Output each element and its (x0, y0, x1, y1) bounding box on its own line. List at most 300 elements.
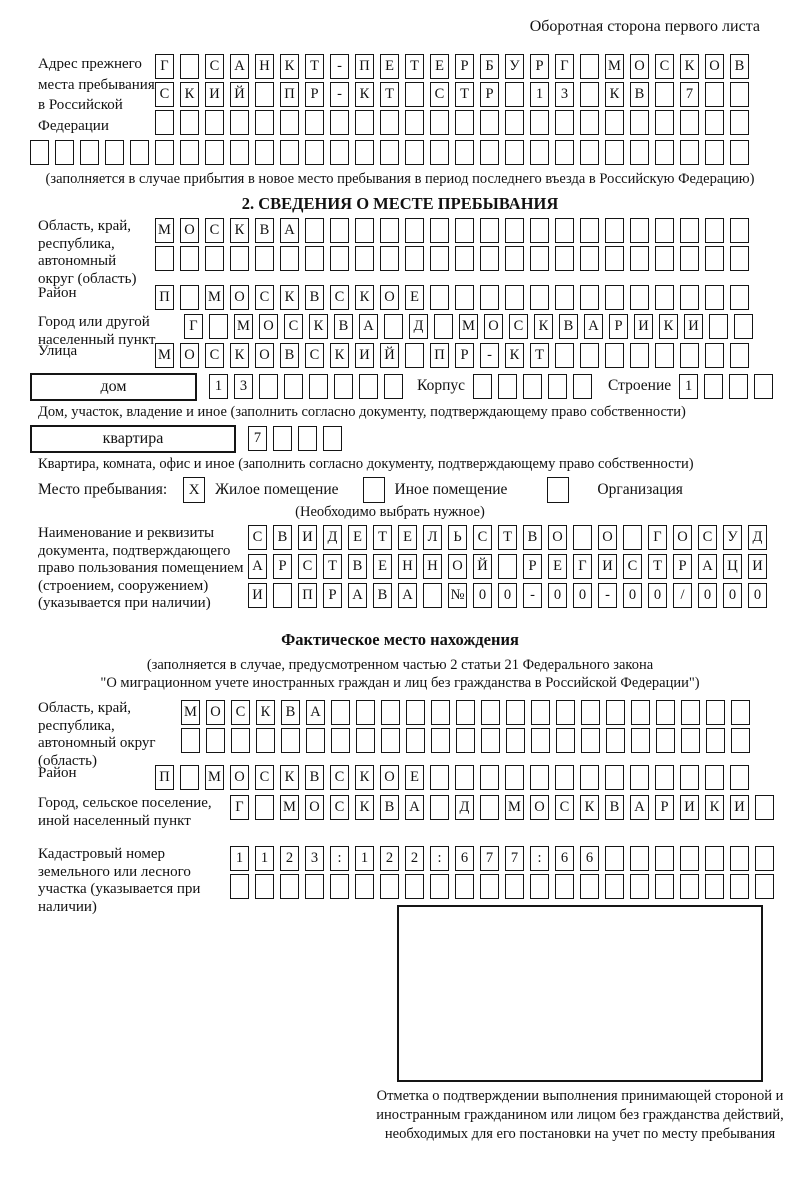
char-cell[interactable]: А (306, 700, 325, 725)
char-cell[interactable]: С (330, 765, 349, 790)
char-cell[interactable]: С (155, 82, 174, 107)
char-cell[interactable] (555, 218, 574, 243)
char-cell[interactable] (729, 374, 748, 399)
char-cell[interactable] (205, 110, 224, 135)
cadastre-row-1[interactable] (230, 846, 774, 871)
char-cell[interactable]: 3 (555, 82, 574, 107)
char-cell[interactable]: В (305, 285, 324, 310)
char-cell[interactable]: О (380, 765, 399, 790)
char-cell[interactable]: Т (323, 554, 342, 579)
char-cell[interactable] (505, 765, 524, 790)
char-cell[interactable] (655, 874, 674, 899)
city-row[interactable] (184, 314, 753, 339)
house-number-cells[interactable] (209, 374, 403, 399)
char-cell[interactable] (655, 140, 674, 165)
char-cell[interactable] (754, 374, 773, 399)
char-cell[interactable]: О (180, 343, 199, 368)
char-cell[interactable] (155, 110, 174, 135)
char-cell[interactable]: О (255, 343, 274, 368)
char-cell[interactable]: И (684, 314, 703, 339)
char-cell[interactable]: О (530, 795, 549, 820)
char-cell[interactable]: Р (609, 314, 628, 339)
char-cell[interactable] (255, 246, 274, 271)
char-cell[interactable] (405, 82, 424, 107)
char-cell[interactable] (330, 246, 349, 271)
char-cell[interactable] (706, 728, 725, 753)
char-cell[interactable] (523, 374, 542, 399)
char-cell[interactable]: 1 (230, 846, 249, 871)
house-type-box[interactable]: дом (30, 373, 197, 401)
char-cell[interactable] (605, 246, 624, 271)
char-cell[interactable]: 6 (555, 846, 574, 871)
char-cell[interactable]: С (623, 554, 642, 579)
char-cell[interactable] (230, 874, 249, 899)
char-cell[interactable]: 0 (748, 583, 767, 608)
char-cell[interactable]: Г (230, 795, 249, 820)
char-cell[interactable] (280, 874, 299, 899)
char-cell[interactable] (105, 140, 124, 165)
char-cell[interactable]: Й (473, 554, 492, 579)
char-cell[interactable] (306, 728, 325, 753)
char-cell[interactable] (580, 218, 599, 243)
char-cell[interactable]: И (298, 525, 317, 550)
char-cell[interactable] (505, 140, 524, 165)
char-cell[interactable] (180, 54, 199, 79)
char-cell[interactable]: К (180, 82, 199, 107)
char-cell[interactable] (330, 218, 349, 243)
char-cell[interactable] (755, 874, 774, 899)
char-cell[interactable] (680, 110, 699, 135)
char-cell[interactable] (384, 374, 403, 399)
char-cell[interactable] (381, 700, 400, 725)
char-cell[interactable]: 0 (623, 583, 642, 608)
char-cell[interactable] (730, 765, 749, 790)
char-cell[interactable] (480, 246, 499, 271)
char-cell[interactable] (155, 246, 174, 271)
char-cell[interactable] (605, 140, 624, 165)
char-cell[interactable] (580, 343, 599, 368)
char-cell[interactable] (655, 82, 674, 107)
char-cell[interactable]: С (255, 285, 274, 310)
char-cell[interactable]: Р (455, 54, 474, 79)
char-cell[interactable]: 1 (355, 846, 374, 871)
char-cell[interactable]: Г (573, 554, 592, 579)
char-cell[interactable] (334, 374, 353, 399)
char-cell[interactable]: 0 (573, 583, 592, 608)
char-cell[interactable] (430, 285, 449, 310)
char-cell[interactable] (431, 728, 450, 753)
char-cell[interactable]: А (584, 314, 603, 339)
char-cell[interactable]: И (205, 82, 224, 107)
char-cell[interactable]: 2 (280, 846, 299, 871)
char-cell[interactable] (505, 874, 524, 899)
char-cell[interactable] (505, 285, 524, 310)
char-cell[interactable]: М (155, 343, 174, 368)
char-cell[interactable]: Р (530, 54, 549, 79)
char-cell[interactable]: Р (523, 554, 542, 579)
char-cell[interactable]: - (330, 54, 349, 79)
char-cell[interactable] (605, 343, 624, 368)
char-cell[interactable]: В (280, 343, 299, 368)
char-cell[interactable] (705, 110, 724, 135)
char-cell[interactable] (181, 728, 200, 753)
char-cell[interactable] (430, 218, 449, 243)
char-cell[interactable]: Д (409, 314, 428, 339)
char-cell[interactable]: И (634, 314, 653, 339)
char-cell[interactable]: Е (405, 765, 424, 790)
char-cell[interactable]: Р (480, 82, 499, 107)
char-cell[interactable] (480, 140, 499, 165)
char-cell[interactable] (630, 140, 649, 165)
char-cell[interactable]: Е (373, 554, 392, 579)
char-cell[interactable]: М (205, 765, 224, 790)
char-cell[interactable] (505, 218, 524, 243)
char-cell[interactable]: С (298, 554, 317, 579)
document-row-1[interactable] (248, 525, 767, 550)
char-cell[interactable] (380, 874, 399, 899)
char-cell[interactable] (623, 525, 642, 550)
char-cell[interactable] (456, 728, 475, 753)
char-cell[interactable] (280, 246, 299, 271)
char-cell[interactable] (705, 246, 724, 271)
char-cell[interactable]: С (555, 795, 574, 820)
char-cell[interactable] (230, 246, 249, 271)
char-cell[interactable]: К (280, 765, 299, 790)
char-cell[interactable] (480, 218, 499, 243)
char-cell[interactable] (405, 140, 424, 165)
char-cell[interactable] (481, 728, 500, 753)
char-cell[interactable] (705, 343, 724, 368)
char-cell[interactable] (730, 874, 749, 899)
char-cell[interactable]: К (309, 314, 328, 339)
char-cell[interactable]: Т (305, 54, 324, 79)
char-cell[interactable] (573, 525, 592, 550)
char-cell[interactable]: А (405, 795, 424, 820)
char-cell[interactable] (555, 343, 574, 368)
char-cell[interactable] (480, 285, 499, 310)
char-cell[interactable]: Т (405, 54, 424, 79)
char-cell[interactable]: Н (423, 554, 442, 579)
char-cell[interactable]: А (248, 554, 267, 579)
char-cell[interactable] (180, 246, 199, 271)
char-cell[interactable]: С (305, 343, 324, 368)
char-cell[interactable]: - (598, 583, 617, 608)
char-cell[interactable] (305, 140, 324, 165)
char-cell[interactable] (305, 874, 324, 899)
char-cell[interactable]: М (234, 314, 253, 339)
char-cell[interactable] (680, 140, 699, 165)
char-cell[interactable] (531, 700, 550, 725)
char-cell[interactable]: Д (748, 525, 767, 550)
char-cell[interactable]: 7 (680, 82, 699, 107)
char-cell[interactable]: 3 (305, 846, 324, 871)
char-cell[interactable] (630, 246, 649, 271)
char-cell[interactable]: 1 (679, 374, 698, 399)
char-cell[interactable] (405, 110, 424, 135)
char-cell[interactable]: В (373, 583, 392, 608)
char-cell[interactable] (731, 728, 750, 753)
char-cell[interactable]: В (305, 765, 324, 790)
char-cell[interactable]: О (705, 54, 724, 79)
char-cell[interactable] (455, 874, 474, 899)
char-cell[interactable] (630, 285, 649, 310)
char-cell[interactable]: 0 (698, 583, 717, 608)
char-cell[interactable]: С (473, 525, 492, 550)
char-cell[interactable] (656, 700, 675, 725)
char-cell[interactable] (430, 874, 449, 899)
char-cell[interactable]: К (355, 765, 374, 790)
char-cell[interactable]: К (256, 700, 275, 725)
char-cell[interactable] (555, 765, 574, 790)
char-cell[interactable] (298, 426, 317, 451)
char-cell[interactable] (255, 874, 274, 899)
char-cell[interactable] (273, 426, 292, 451)
char-cell[interactable] (755, 795, 774, 820)
char-cell[interactable] (705, 140, 724, 165)
char-cell[interactable] (209, 314, 228, 339)
char-cell[interactable] (255, 140, 274, 165)
char-cell[interactable] (405, 343, 424, 368)
char-cell[interactable] (680, 246, 699, 271)
char-cell[interactable]: А (698, 554, 717, 579)
char-cell[interactable] (180, 140, 199, 165)
char-cell[interactable]: О (180, 218, 199, 243)
char-cell[interactable]: О (259, 314, 278, 339)
char-cell[interactable] (631, 700, 650, 725)
char-cell[interactable] (605, 110, 624, 135)
char-cell[interactable] (355, 874, 374, 899)
char-cell[interactable]: 6 (580, 846, 599, 871)
checkbox-other-premises[interactable] (363, 477, 385, 503)
char-cell[interactable] (405, 874, 424, 899)
char-cell[interactable]: И (598, 554, 617, 579)
char-cell[interactable] (330, 140, 349, 165)
district-row[interactable] (155, 285, 749, 310)
char-cell[interactable]: М (181, 700, 200, 725)
char-cell[interactable]: Ц (723, 554, 742, 579)
char-cell[interactable] (55, 140, 74, 165)
char-cell[interactable] (455, 140, 474, 165)
char-cell[interactable] (705, 82, 724, 107)
char-cell[interactable]: С (231, 700, 250, 725)
char-cell[interactable] (630, 874, 649, 899)
char-cell[interactable] (680, 343, 699, 368)
char-cell[interactable]: Е (398, 525, 417, 550)
char-cell[interactable] (705, 218, 724, 243)
char-cell[interactable]: П (355, 54, 374, 79)
char-cell[interactable]: Н (255, 54, 274, 79)
char-cell[interactable] (705, 285, 724, 310)
char-cell[interactable] (630, 343, 649, 368)
char-cell[interactable] (430, 246, 449, 271)
char-cell[interactable]: Б (480, 54, 499, 79)
char-cell[interactable]: Т (648, 554, 667, 579)
char-cell[interactable]: К (280, 285, 299, 310)
prev-address-row-1[interactable] (155, 54, 749, 79)
char-cell[interactable] (255, 110, 274, 135)
char-cell[interactable]: П (280, 82, 299, 107)
char-cell[interactable] (430, 765, 449, 790)
char-cell[interactable]: - (480, 343, 499, 368)
char-cell[interactable] (655, 846, 674, 871)
char-cell[interactable]: К (355, 82, 374, 107)
char-cell[interactable] (755, 846, 774, 871)
char-cell[interactable] (705, 846, 724, 871)
char-cell[interactable] (580, 140, 599, 165)
char-cell[interactable] (681, 728, 700, 753)
char-cell[interactable] (331, 700, 350, 725)
char-cell[interactable]: Т (498, 525, 517, 550)
char-cell[interactable] (280, 140, 299, 165)
char-cell[interactable]: С (255, 765, 274, 790)
char-cell[interactable]: Т (455, 82, 474, 107)
char-cell[interactable] (655, 110, 674, 135)
char-cell[interactable]: А (630, 795, 649, 820)
char-cell[interactable] (480, 795, 499, 820)
char-cell[interactable] (205, 246, 224, 271)
char-cell[interactable] (705, 765, 724, 790)
char-cell[interactable] (655, 218, 674, 243)
char-cell[interactable]: Г (648, 525, 667, 550)
char-cell[interactable]: Е (380, 54, 399, 79)
char-cell[interactable] (359, 374, 378, 399)
char-cell[interactable]: Й (230, 82, 249, 107)
char-cell[interactable]: Т (380, 82, 399, 107)
char-cell[interactable]: Л (423, 525, 442, 550)
char-cell[interactable] (630, 110, 649, 135)
cadastre-row-2[interactable] (230, 874, 774, 899)
char-cell[interactable]: С (284, 314, 303, 339)
char-cell[interactable] (455, 765, 474, 790)
char-cell[interactable] (205, 140, 224, 165)
checkbox-residential[interactable]: X (183, 477, 205, 503)
char-cell[interactable] (230, 110, 249, 135)
char-cell[interactable]: Г (155, 54, 174, 79)
char-cell[interactable] (480, 765, 499, 790)
char-cell[interactable]: 1 (255, 846, 274, 871)
char-cell[interactable]: О (484, 314, 503, 339)
char-cell[interactable] (530, 140, 549, 165)
char-cell[interactable]: В (630, 82, 649, 107)
actual-region-row-1[interactable] (181, 700, 750, 725)
char-cell[interactable]: О (448, 554, 467, 579)
char-cell[interactable]: Т (373, 525, 392, 550)
char-cell[interactable] (530, 765, 549, 790)
char-cell[interactable] (555, 285, 574, 310)
char-cell[interactable] (505, 82, 524, 107)
char-cell[interactable] (406, 700, 425, 725)
char-cell[interactable]: В (380, 795, 399, 820)
char-cell[interactable]: М (605, 54, 624, 79)
char-cell[interactable] (456, 700, 475, 725)
char-cell[interactable]: - (523, 583, 542, 608)
char-cell[interactable]: П (298, 583, 317, 608)
char-cell[interactable] (505, 110, 524, 135)
actual-district-row[interactable] (155, 765, 749, 790)
char-cell[interactable]: Р (323, 583, 342, 608)
char-cell[interactable]: 3 (234, 374, 253, 399)
char-cell[interactable] (309, 374, 328, 399)
char-cell[interactable]: С (698, 525, 717, 550)
char-cell[interactable]: С (205, 218, 224, 243)
char-cell[interactable] (380, 246, 399, 271)
char-cell[interactable]: Е (548, 554, 567, 579)
char-cell[interactable]: К (280, 54, 299, 79)
char-cell[interactable] (80, 140, 99, 165)
char-cell[interactable] (430, 110, 449, 135)
char-cell[interactable] (506, 700, 525, 725)
char-cell[interactable] (498, 554, 517, 579)
char-cell[interactable] (498, 374, 517, 399)
char-cell[interactable]: М (205, 285, 224, 310)
char-cell[interactable] (455, 285, 474, 310)
char-cell[interactable]: 0 (648, 583, 667, 608)
char-cell[interactable] (530, 874, 549, 899)
char-cell[interactable]: 6 (455, 846, 474, 871)
char-cell[interactable] (130, 140, 149, 165)
char-cell[interactable] (323, 426, 342, 451)
char-cell[interactable] (355, 140, 374, 165)
char-cell[interactable] (630, 765, 649, 790)
region-row-1[interactable] (155, 218, 749, 243)
apartment-type-box[interactable]: квартира (30, 425, 236, 453)
char-cell[interactable] (573, 374, 592, 399)
char-cell[interactable]: : (530, 846, 549, 871)
char-cell[interactable] (259, 374, 278, 399)
char-cell[interactable] (580, 765, 599, 790)
char-cell[interactable] (605, 846, 624, 871)
char-cell[interactable]: В (273, 525, 292, 550)
char-cell[interactable]: В (255, 218, 274, 243)
char-cell[interactable] (255, 795, 274, 820)
char-cell[interactable]: О (206, 700, 225, 725)
char-cell[interactable]: И (730, 795, 749, 820)
char-cell[interactable]: А (280, 218, 299, 243)
char-cell[interactable]: Е (430, 54, 449, 79)
actual-city-row[interactable] (230, 795, 774, 820)
char-cell[interactable]: Д (455, 795, 474, 820)
char-cell[interactable] (555, 140, 574, 165)
char-cell[interactable] (330, 874, 349, 899)
char-cell[interactable]: 2 (380, 846, 399, 871)
char-cell[interactable] (555, 110, 574, 135)
char-cell[interactable]: Е (348, 525, 367, 550)
char-cell[interactable] (431, 700, 450, 725)
char-cell[interactable]: С (205, 343, 224, 368)
char-cell[interactable]: О (548, 525, 567, 550)
char-cell[interactable] (281, 728, 300, 753)
char-cell[interactable]: М (280, 795, 299, 820)
char-cell[interactable]: : (330, 846, 349, 871)
char-cell[interactable]: 0 (723, 583, 742, 608)
stroenie-cells[interactable] (679, 374, 773, 399)
char-cell[interactable]: 1 (209, 374, 228, 399)
char-cell[interactable] (734, 314, 753, 339)
char-cell[interactable]: О (598, 525, 617, 550)
char-cell[interactable]: О (230, 285, 249, 310)
char-cell[interactable] (656, 728, 675, 753)
char-cell[interactable]: Р (455, 343, 474, 368)
char-cell[interactable] (605, 765, 624, 790)
checkbox-organization[interactable] (547, 477, 569, 503)
char-cell[interactable] (605, 874, 624, 899)
char-cell[interactable] (605, 218, 624, 243)
char-cell[interactable] (556, 700, 575, 725)
char-cell[interactable] (655, 246, 674, 271)
char-cell[interactable]: 7 (248, 426, 267, 451)
char-cell[interactable]: К (505, 343, 524, 368)
char-cell[interactable] (305, 110, 324, 135)
